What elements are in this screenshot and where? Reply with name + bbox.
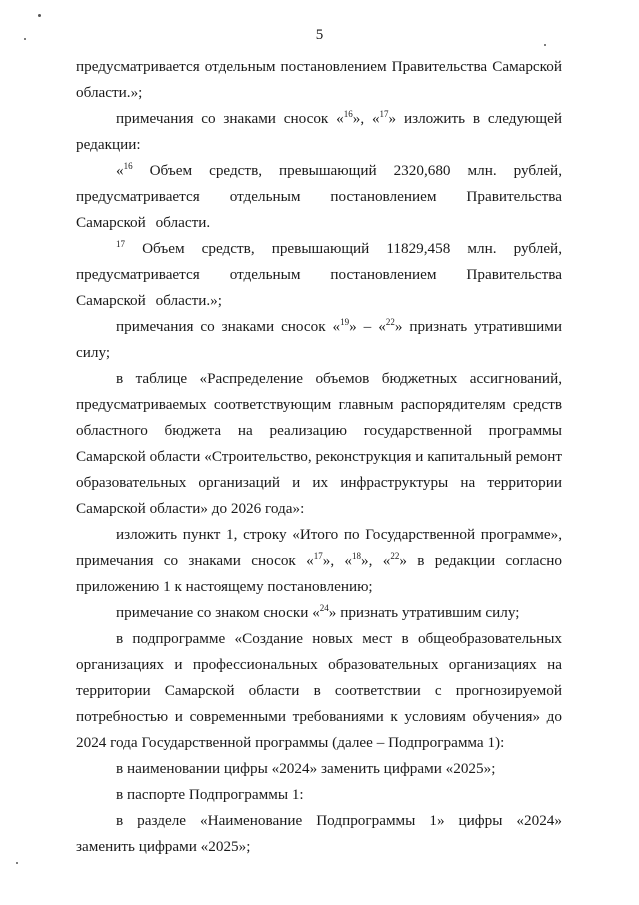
footnote-ref: 18 (352, 551, 362, 561)
footnote-ref: 24 (319, 603, 329, 613)
footnote-ref: 17 (313, 551, 323, 561)
paragraph-9: в подпрограмме «Создание новых мест в общеобразовательных организациях и профессиональных образовательных организациях на территории Самарской области в соответствии с прогнозируемой потребностью и современными требованиями к условиям обучения» до 2024 года Государственной программы (далее – Подпрограмма 1): (76, 630, 562, 751)
footnote-ref: 17 (116, 239, 125, 249)
scan-speck (24, 38, 26, 40)
footnote-ref: 16 (343, 109, 353, 119)
scan-speck (544, 44, 546, 46)
paragraph-4: $^{17}$ Объем средств, превышающий 11829,458 млн. рублей, предусматривается отдельным постановлением Правительства Самарской области.»; (76, 239, 562, 309)
paragraph-12: в разделе «Наименование Подпрограммы 1» цифры «2024» заменить цифрами «2025»; (76, 812, 562, 855)
paragraph-5: примечания со знаками сносок «$^{19}$» – «$^{22}$» признать утратившими силу; (76, 317, 563, 361)
footnote-ref: 22 (385, 317, 395, 327)
footnote-ref: 19 (340, 317, 350, 327)
paragraph-1: предусматривается отдельным постановлением Правительства Самарской области.»; (76, 58, 562, 101)
scan-speck (16, 862, 18, 864)
paragraph-6: в таблице «Распределение объемов бюджетных ассигнований, предусматриваемых соответствующим главным распорядителям средств областного бюджета на реализацию государственной программы Самарской области «Строительство, реконструкция и капитальный ремонт образовательных организаций и их инфраструктуры на территории Самарской области» до 2026 года»: (76, 370, 562, 517)
scan-speck (38, 14, 41, 17)
footnote-ref: 16 (123, 161, 133, 171)
paragraph-3: «$^{16}$ Объем средств, превышающий 2320,680 млн. рублей, предусматривается отдельным постановлением Правительства Самарской области. (76, 161, 562, 231)
paragraph-10: в наименовании цифры «2024» заменить цифрами «2025»; (116, 760, 496, 777)
paragraph-7: изложить пункт 1, строку «Итого по Государственной программе», примечания со знаками сносок «$^{17}$», «$^{18}$», «$^{22}$» в редакции согласно приложению 1 к настоящему постановлению; (76, 526, 563, 595)
paragraph-11: в паспорте Подпрограммы 1: (116, 786, 304, 803)
document-body (76, 54, 562, 860)
page-number: 5 (315, 27, 324, 43)
paragraph-8: примечание со знаком сноски «$^{24}$» признать утратившим силу; (116, 603, 520, 621)
paragraph-2: примечания со знаками сносок «$^{16}$», «$^{17}$» изложить в следующей редакции: (76, 109, 562, 153)
footnote-ref: 17 (379, 109, 389, 119)
footnote-ref: 22 (390, 551, 400, 561)
